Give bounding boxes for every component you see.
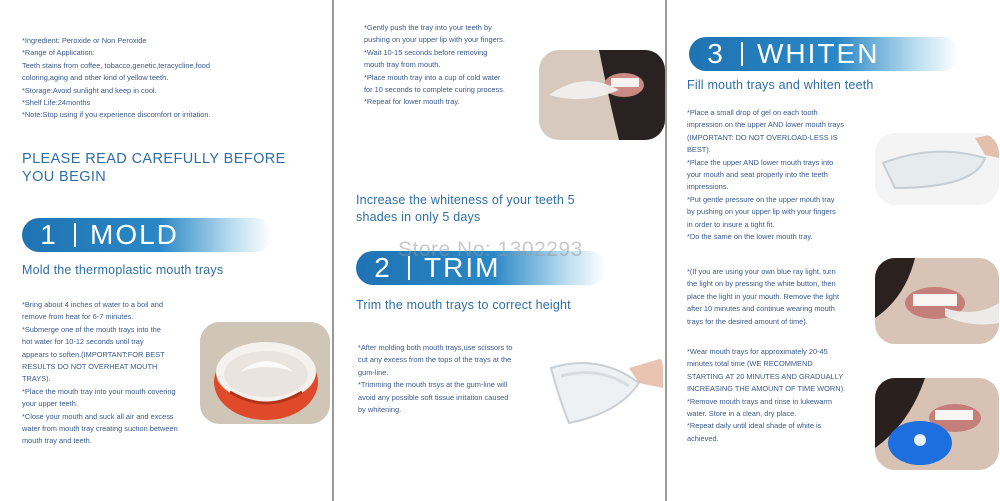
- instruction-line: *(If you are using your own blue ray light, turn: [687, 267, 836, 276]
- mold-instructions: [22, 299, 178, 448]
- instruction-line: by whitening.: [358, 405, 402, 415]
- instruction-line: *Bring about 4 inches of water to a boil and: [22, 300, 163, 309]
- instruction-line: *Trimming the mouth trsys at the gum-line will: [358, 380, 508, 390]
- instruction-line: cut any excess from the tops of the trays at the: [358, 355, 512, 365]
- instruction-line: *Remove mouth trays and rinse in lukewarm: [687, 396, 832, 406]
- warning-heading: [22, 150, 286, 186]
- instruction-line: impression on the upper AND lower mouth trays: [687, 120, 844, 130]
- step-banner-whiten: [689, 37, 959, 71]
- store-watermark: Store No: 1302293: [398, 238, 583, 261]
- panel-mold: [0, 0, 333, 501]
- banner-divider: [74, 223, 76, 247]
- instruction-line: pushing on your upper lip with your fingers.: [364, 35, 505, 45]
- whiten-instructions-1: [687, 107, 844, 243]
- instruction-line: after 10 minutes and continue wearing mouth: [687, 304, 835, 314]
- instruction-line: *After molding both mouth trays,use scissors to: [358, 343, 513, 352]
- instruction-line: mouth tray and teeth.: [22, 436, 92, 446]
- instruction-line: *Close your mouth and suck all air and excess: [22, 411, 174, 421]
- step-subtitle: Mold the thermoplastic mouth trays: [22, 263, 224, 277]
- step-title: TRIM: [424, 252, 501, 283]
- instruction-line: coloring,aging and other kind of yellow teeth.: [22, 73, 169, 83]
- tray-in-bowl-photo: [200, 322, 330, 424]
- instruction-line: *Place the mouth tray into your mouth covering: [22, 386, 176, 396]
- blue-light-photo: [875, 378, 999, 470]
- instruction-line: *Do the same on the lower mouth tray.: [687, 232, 813, 242]
- instruction-line: BEST).: [687, 145, 711, 155]
- instruction-line: remove from heat for 6-7 minutes.: [22, 312, 134, 322]
- whiten-instructions-3: [687, 346, 845, 445]
- instruction-line: your upper teeth.: [22, 399, 78, 409]
- tagline-line-1: Increase the whiteness of your teeth 5: [356, 193, 575, 207]
- instruction-line: TRAYS).: [22, 374, 51, 384]
- instruction-line: *Ingredient: Peroxide or Non Peroxide: [22, 36, 147, 45]
- trim-instructions: [358, 342, 512, 416]
- instruction-line: impressions.: [687, 182, 729, 192]
- instruction-line: the light on by pressing the white button, then: [687, 279, 836, 289]
- instruction-line: STARTING AT 20 MINUTES AND GRADUALLY: [687, 371, 844, 381]
- instruction-line: RESULTS DO NOT OVERHEAT MOUTH: [22, 362, 158, 372]
- step-title: WHITEN: [757, 38, 880, 69]
- instruction-line: water. Store in a clean, dry place.: [687, 409, 797, 419]
- instruction-line: *Storage:Avoid sunlight and keep in cool.: [22, 85, 157, 95]
- instruction-line: *Repeat daily until ideal shade of white is: [687, 421, 822, 431]
- instruction-line: (IMPORTANT: DO NOT OVERLOAD-LESS IS: [687, 132, 838, 142]
- step-subtitle: Trim the mouth trays to correct height: [356, 298, 571, 312]
- step-number: 2: [374, 252, 390, 283]
- tray-in-mouth-photo: [875, 258, 999, 344]
- instruction-line: in order to insure a tight fit.: [687, 219, 775, 229]
- panel-whiten: [666, 0, 1000, 501]
- instruction-line: water from mouth tray creating suction between: [22, 424, 178, 434]
- step-title: MOLD: [90, 219, 179, 250]
- instruction-line: gum-line.: [358, 367, 389, 377]
- instruction-line: INCREASING THE AMOUNT OF TIME WORN).: [687, 384, 846, 394]
- instruction-line: hot water for 10-12 seconds until tray: [22, 337, 144, 347]
- instruction-line: *Place mouth tray into a cup of cold water: [364, 72, 501, 82]
- instruction-line: minutes total time (WE RECOMMEND: [687, 359, 813, 369]
- instruction-line: *Wear mouth trays for approximately 20-45: [687, 347, 828, 356]
- instruction-line: trays for the desired amount of time).: [687, 316, 808, 326]
- instruction-line: Teeth stains from coffee, tobacco,genetic,teracycline,food: [22, 60, 211, 70]
- instruction-line: achieved.: [687, 433, 719, 443]
- instruction-line: your mouth and seat properly into the teeth: [687, 170, 828, 180]
- instruction-line: *Put gentle pressure on the upper mouth tray: [687, 194, 835, 204]
- instruction-line: *Shelf Life:24months: [22, 98, 91, 108]
- tray-closeup-photo: [875, 133, 999, 205]
- instruction-line: *Place the upper AND lower mouth trays into: [687, 157, 834, 167]
- product-info-notes: [22, 35, 211, 122]
- warning-line-1: PLEASE READ CAREFULLY BEFORE: [22, 151, 286, 167]
- instruction-line: appears to soften.(IMPORTANT:FOR BEST: [22, 349, 165, 359]
- step-number: 1: [40, 219, 56, 250]
- step-number: 3: [707, 38, 723, 69]
- banner-divider: [741, 42, 743, 66]
- instruction-line: mouth tray from mouth.: [364, 60, 441, 70]
- instruction-line: *Range of Application:: [22, 48, 95, 58]
- warning-line-2: YOU BEGIN: [22, 169, 107, 185]
- instruction-line: for 10 seconds to complete curing process.: [364, 85, 505, 95]
- instruction-line: *Place a small drop of gel on each tooth: [687, 108, 818, 117]
- instruction-line: *Gently push the tray into your teeth by: [364, 23, 492, 32]
- tray-on-teeth-photo: [539, 50, 665, 140]
- instruction-line: by pushing on your upper lip with your fingers: [687, 207, 836, 217]
- step-subtitle: Fill mouth trays and whiten teeth: [687, 78, 874, 92]
- curing-notes: [364, 22, 505, 109]
- whiteness-tagline: [356, 192, 575, 226]
- tagline-line-2: shades in only 5 days: [356, 210, 481, 224]
- instruction-line: avoid any possible soft tissue irritation caused: [358, 392, 509, 402]
- trimmed-tray-photo: [539, 348, 663, 438]
- instruction-line: place the light in your mouth. Remove the light: [687, 291, 840, 301]
- instruction-line: *Repeat for lower mouth tray.: [364, 97, 460, 107]
- instruction-line: *Note:Stop using if you experience discomfort or irritation.: [22, 110, 211, 120]
- instruction-line: *Wait 10-15 seconds before removing: [364, 47, 488, 57]
- instruction-line: *Submerge one of the mouth trays into the: [22, 324, 161, 334]
- whiten-instructions-2: [687, 266, 839, 328]
- step-banner-mold: [22, 218, 272, 252]
